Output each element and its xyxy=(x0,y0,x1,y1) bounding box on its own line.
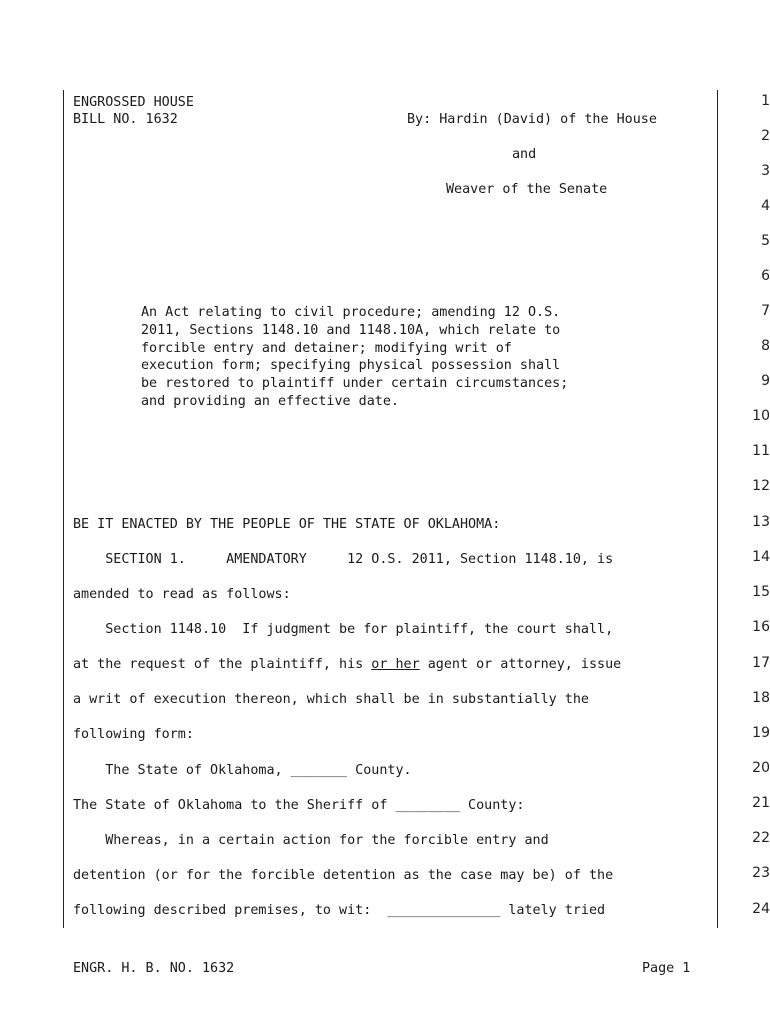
body-text: at the request of the plaintiff, his xyxy=(73,657,372,672)
footer-page-number: Page 1 xyxy=(642,961,691,976)
body-line-17 xyxy=(73,656,621,674)
line-number: 7 xyxy=(761,303,770,319)
title-line: 2011, Sections 1148.10 and 1148.10A, which relate to xyxy=(141,323,561,338)
line-number: 23 xyxy=(752,865,770,881)
title-line: be restored to plaintiff under certain circumstances; xyxy=(141,376,569,391)
line-number: 5 xyxy=(761,233,770,249)
line-number: 21 xyxy=(752,795,770,811)
line-number: 18 xyxy=(752,690,770,706)
author-line2: and xyxy=(512,147,537,162)
line-number: 20 xyxy=(752,760,770,776)
author-line3: Weaver of the Senate xyxy=(446,182,608,197)
body-line: a writ of execution thereon, which shall be in substantially the xyxy=(73,692,589,707)
footer-bill-number: ENGR. H. B. NO. 1632 xyxy=(73,961,235,976)
bill-label-line2: BILL NO. 1632 xyxy=(73,112,178,127)
title-line: An Act relating to civil procedure; amending 12 O.S. xyxy=(141,305,561,320)
line-number: 16 xyxy=(752,619,770,635)
body-line: The State of Oklahoma to the Sheriff of ________ County: xyxy=(73,798,525,813)
author-line1: By: Hardin (David) of the House xyxy=(407,112,657,127)
line-number: 11 xyxy=(752,443,770,459)
left-margin-rule xyxy=(63,90,64,928)
body-line: detention (or for the forcible detention as the case may be) of the xyxy=(73,868,614,883)
line-number: 19 xyxy=(752,725,770,741)
line-number: 24 xyxy=(752,901,770,917)
title-line: execution form; specifying physical possession shall xyxy=(141,358,561,373)
inserted-text: or her xyxy=(371,657,420,672)
enacting-clause: BE IT ENACTED BY THE PEOPLE OF THE STATE OF OKLAHOMA: xyxy=(73,517,501,532)
title-line: forcible entry and detainer; modifying writ of xyxy=(141,341,512,356)
line-number: 1 xyxy=(761,93,770,109)
line-number: 3 xyxy=(761,163,770,179)
title-line: and providing an effective date. xyxy=(141,394,399,409)
body-line: Whereas, in a certain action for the forcible entry and xyxy=(73,833,549,848)
line-number: 15 xyxy=(752,584,770,600)
line-number: 10 xyxy=(752,408,770,424)
line-number: 6 xyxy=(761,268,770,284)
body-line: Section 1148.10 If judgment be for plaintiff, the court shall, xyxy=(73,622,614,637)
line-number: 8 xyxy=(761,338,770,354)
bill-label-line1: ENGROSSED HOUSE xyxy=(73,95,194,110)
body-line: following form: xyxy=(73,727,194,742)
section-heading: SECTION 1. AMENDATORY 12 O.S. 2011, Section 1148.10, is xyxy=(73,552,614,567)
line-number: 14 xyxy=(752,549,770,565)
line-number: 9 xyxy=(761,373,770,389)
line-number: 4 xyxy=(761,198,770,214)
line-number: 22 xyxy=(752,830,770,846)
line-number: 12 xyxy=(752,478,770,494)
line-number: 13 xyxy=(752,514,770,530)
line-number: 2 xyxy=(761,128,770,144)
body-line: following described premises, to wit: ______________ lately tried xyxy=(73,903,606,918)
line-number: 17 xyxy=(752,655,770,671)
body-line: amended to read as follows: xyxy=(73,587,291,602)
body-text: agent or attorney, issue xyxy=(419,657,622,672)
body-line: The State of Oklahoma, _______ County. xyxy=(73,763,412,778)
